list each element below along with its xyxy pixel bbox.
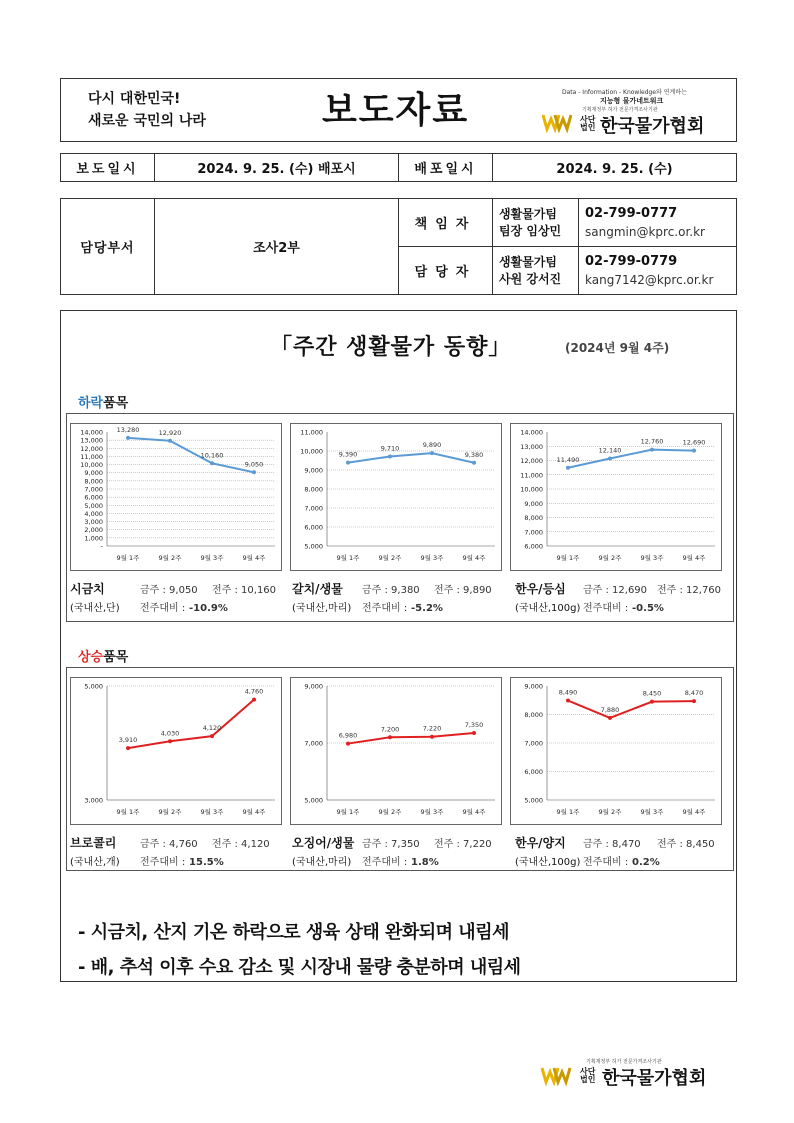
y-tick-label: 12,000 <box>520 457 543 465</box>
release-value-2: 2024. 9. 25. (수) <box>493 154 737 182</box>
x-tick-label: 9월 2주 <box>598 554 622 562</box>
y-tick-label: 6,000 <box>524 768 543 776</box>
item-name: 한우/양지 <box>515 836 566 850</box>
staff-team: 생활물가팀 <box>499 254 557 269</box>
org-logo-icon <box>542 111 572 133</box>
footer-org-small: 기획재정부 허가 전문가격조사기관 <box>586 1059 662 1065</box>
y-tick-label: 7,000 <box>84 485 103 494</box>
item-last-week: 전주 : 9,890 <box>434 585 492 596</box>
item-caption-beef-brisket <box>515 834 730 868</box>
data-label: 7,200 <box>380 725 400 734</box>
y-tick-label: 2,000 <box>84 526 103 535</box>
series-line <box>348 453 474 463</box>
item-last-week: 전주 : 4,120 <box>212 839 270 850</box>
report-subtitle: (2024년 9월 4주) <box>565 341 670 355</box>
rising-section-label <box>78 646 128 665</box>
data-point <box>210 461 214 465</box>
y-tick-label: 12,000 <box>80 444 103 453</box>
data-point <box>650 448 654 452</box>
y-tick-label: 9,000 <box>84 469 103 478</box>
item-change-label: 전주대비 : <box>362 603 408 614</box>
x-tick-label: 9월 1주 <box>336 554 360 562</box>
data-label: 9,380 <box>464 450 484 459</box>
data-label: 4,120 <box>202 724 222 733</box>
tagline-en: Data - Information - Knowledge와 연계하는 <box>562 89 687 96</box>
data-point <box>210 734 214 738</box>
series-line <box>128 700 254 748</box>
release-value-1: 2024. 9. 25. (수) 배포시 <box>155 154 399 182</box>
item-this-week: 금주 : 4,760 <box>140 839 198 850</box>
data-point <box>650 700 654 704</box>
org-name: 한국물가협회 <box>600 116 705 137</box>
x-tick-label: 9월 4주 <box>242 808 266 816</box>
data-point <box>608 716 612 720</box>
y-tick-label: 11,000 <box>300 428 323 437</box>
data-label: 9,710 <box>380 444 400 453</box>
staff-contact-cell <box>579 247 737 295</box>
x-tick-label: 9월 3주 <box>420 808 444 816</box>
chart-squid <box>290 677 502 825</box>
item-change: 0.2% <box>632 857 660 868</box>
data-label: 12,760 <box>640 437 664 446</box>
resp-team-cell <box>493 199 579 247</box>
item-this-week: 금주 : 8,470 <box>583 839 641 850</box>
item-origin: (국내산,100g) <box>515 857 581 868</box>
y-tick-label: 7,000 <box>304 739 323 748</box>
y-tick-label: 13,000 <box>80 436 103 445</box>
y-tick-label: 11,000 <box>520 471 543 480</box>
chart-svg <box>511 678 723 826</box>
x-tick-label: 9월 4주 <box>462 808 486 816</box>
footer-logo-icon <box>540 1064 572 1086</box>
falling-label-colored: 하락 <box>78 396 104 411</box>
data-point <box>126 746 130 750</box>
item-this-week: 금주 : 9,050 <box>140 585 198 596</box>
y-tick-label: 5,000 <box>84 682 103 691</box>
item-origin: (국내산,마리) <box>292 603 352 614</box>
item-change-label: 전주대비 : <box>362 857 408 868</box>
item-this-week: 금주 : 12,690 <box>583 585 648 596</box>
release-table <box>60 153 737 182</box>
item-change-label: 전주대비 : <box>583 857 629 868</box>
summary-line-2: - 배, 추석 이후 수요 감소 및 시장내 물량 충분하며 내림세 <box>78 957 521 978</box>
x-tick-label: 9월 4주 <box>462 554 486 562</box>
staff-phone: 02-799-0779 <box>585 253 678 269</box>
y-tick-label: 9,000 <box>524 499 543 508</box>
chart-beef-sirloin <box>510 423 722 571</box>
item-name: 브로콜리 <box>70 836 117 850</box>
chart-hairtail <box>290 423 502 571</box>
y-tick-label: 5,000 <box>304 796 323 805</box>
resp-label: 책임자 <box>399 199 493 247</box>
data-point <box>566 466 570 470</box>
y-tick-label: 14,000 <box>520 428 543 437</box>
chart-beef-brisket <box>510 677 722 825</box>
dept-label: 담당부서 <box>61 199 155 295</box>
y-tick-label: 5,000 <box>84 501 103 510</box>
data-label: 4,030 <box>160 729 180 738</box>
y-tick-label: 8,000 <box>84 477 103 486</box>
data-label: 4,760 <box>244 687 264 696</box>
data-point <box>388 455 392 459</box>
y-tick-label: 9,000 <box>304 682 323 691</box>
data-point <box>692 699 696 703</box>
data-point <box>168 439 172 443</box>
staff-name: 사원 강서진 <box>499 271 562 286</box>
chart-svg <box>71 424 283 572</box>
y-tick-label: 9,000 <box>304 466 323 475</box>
item-last-week: 전주 : 10,160 <box>212 585 277 596</box>
y-tick-label: 5,000 <box>304 542 323 551</box>
item-this-week: 금주 : 7,350 <box>362 839 420 850</box>
doc-type-title: 보도자료 <box>322 90 470 131</box>
y-tick-label: 7,000 <box>304 504 323 513</box>
resp-email[interactable]: sangmin@kprc.or.kr <box>585 224 705 239</box>
footer-org-prefix: 사단법인 <box>580 1067 596 1084</box>
item-change: 15.5% <box>189 857 224 868</box>
contact-table <box>60 198 737 295</box>
x-tick-label: 9월 1주 <box>336 808 360 816</box>
resp-team: 생활물가팀 <box>499 206 557 221</box>
data-label: 11,490 <box>556 455 580 464</box>
item-caption-beef-sirloin <box>515 580 730 614</box>
item-last-week: 전주 : 7,220 <box>434 839 492 850</box>
release-label-1: 보도일시 <box>61 154 155 182</box>
data-point <box>608 457 612 461</box>
x-tick-label: 9월 3주 <box>200 808 224 816</box>
item-change-label: 전주대비 : <box>583 603 629 614</box>
item-origin: (국내산,100g) <box>515 603 581 614</box>
footer-org-name: 한국물가협회 <box>602 1068 707 1089</box>
data-label: 13,280 <box>116 425 140 434</box>
data-label: 7,880 <box>600 705 620 714</box>
resp-name: 팀장 임상민 <box>499 223 562 238</box>
data-label: 8,450 <box>642 689 662 698</box>
dept-value: 조사2부 <box>155 199 399 295</box>
resp-contact-cell <box>579 199 737 247</box>
x-tick-label: 9월 3주 <box>200 554 224 562</box>
data-point <box>472 731 476 735</box>
data-point <box>388 735 392 739</box>
item-change: -10.9% <box>189 603 228 614</box>
data-point <box>126 436 130 440</box>
report-box <box>60 310 737 982</box>
resp-phone: 02-799-0777 <box>585 205 678 221</box>
data-label: 10,160 <box>200 451 224 460</box>
data-label: 8,470 <box>684 689 704 698</box>
item-origin: (국내산,단) <box>70 603 120 614</box>
x-tick-label: 9월 2주 <box>378 554 402 562</box>
item-change-label: 전주대비 : <box>140 857 186 868</box>
data-label: 7,220 <box>422 724 442 733</box>
staff-label: 담당자 <box>399 247 493 295</box>
staff-team-cell <box>493 247 579 295</box>
data-label: 9,390 <box>338 450 358 459</box>
data-label: 3,910 <box>118 736 138 745</box>
data-label: 12,690 <box>682 438 706 447</box>
x-tick-label: 9월 1주 <box>116 554 140 562</box>
y-tick-label: 7,000 <box>524 528 543 537</box>
y-tick-label: - <box>100 542 103 551</box>
rising-label-rest: 품목 <box>103 650 129 665</box>
y-tick-label: 10,000 <box>300 447 323 456</box>
chart-svg <box>71 678 283 826</box>
y-tick-label: 14,000 <box>80 428 103 437</box>
data-point <box>430 735 434 739</box>
data-label: 8,490 <box>558 688 578 697</box>
report-title: 「주간 생활물가 동향」 <box>270 335 512 360</box>
data-label: 12,140 <box>598 446 622 455</box>
item-change: 1.8% <box>411 857 439 868</box>
item-change-label: 전주대비 : <box>140 603 186 614</box>
data-point <box>346 461 350 465</box>
slogan-line2: 새로운 국민의 나라 <box>88 113 206 129</box>
chart-broccoli <box>70 677 282 825</box>
item-change: -0.5% <box>632 603 664 614</box>
item-name: 한우/등심 <box>515 582 566 596</box>
chart-spinach <box>70 423 282 571</box>
data-label: 7,350 <box>464 721 484 730</box>
falling-label-rest: 품목 <box>103 396 129 411</box>
x-tick-label: 9월 1주 <box>556 554 580 562</box>
item-origin: (국내산,개) <box>70 857 120 868</box>
x-tick-label: 9월 4주 <box>682 554 706 562</box>
y-tick-label: 8,000 <box>524 711 543 719</box>
data-point <box>472 461 476 465</box>
y-tick-label: 8,000 <box>304 485 323 494</box>
series-line <box>568 701 694 718</box>
x-tick-label: 9월 2주 <box>158 554 182 562</box>
item-name: 시금치 <box>70 582 105 596</box>
slogan-line1: 다시 대한민국! <box>88 91 181 107</box>
item-caption-squid <box>292 834 507 868</box>
item-name: 갈치/생물 <box>292 582 343 596</box>
item-origin: (국내산,마리) <box>292 857 352 868</box>
item-caption-hairtail <box>292 580 507 614</box>
item-last-week: 전주 : 8,450 <box>657 839 715 850</box>
data-point <box>430 451 434 455</box>
y-tick-label: 1,000 <box>84 534 103 543</box>
data-label: 9,050 <box>244 460 264 469</box>
data-label: 6,980 <box>338 731 358 740</box>
staff-email[interactable]: kang7142@kprc.or.kr <box>585 272 714 287</box>
data-point <box>692 449 696 453</box>
y-tick-label: 4,000 <box>84 509 103 518</box>
tagline-ko: 지능형 물가네트워크 <box>600 97 664 105</box>
y-tick-label: 9,000 <box>524 682 543 691</box>
release-label-2: 배포일시 <box>399 154 493 182</box>
data-point <box>346 742 350 746</box>
y-tick-label: 10,000 <box>80 461 103 470</box>
series-line <box>128 438 254 472</box>
x-tick-label: 9월 1주 <box>556 808 580 816</box>
y-tick-label: 5,000 <box>524 796 543 805</box>
slogan <box>88 88 206 132</box>
item-this-week: 금주 : 9,380 <box>362 585 420 596</box>
data-point <box>252 470 256 474</box>
item-caption-spinach <box>70 580 285 614</box>
chart-svg <box>291 424 503 572</box>
series-line <box>348 733 474 744</box>
y-tick-label: 13,000 <box>520 442 543 451</box>
org-logo <box>542 106 732 137</box>
data-point <box>566 699 570 703</box>
x-tick-label: 9월 4주 <box>242 554 266 562</box>
x-tick-label: 9월 2주 <box>158 808 182 816</box>
y-tick-label: 6,000 <box>84 493 103 502</box>
falling-section-label <box>78 392 128 411</box>
y-tick-label: 11,000 <box>80 452 103 461</box>
item-change: -5.2% <box>411 603 443 614</box>
data-point <box>168 739 172 743</box>
y-tick-label: 8,000 <box>524 514 543 522</box>
y-tick-label: 3,000 <box>84 796 103 805</box>
footer-logo <box>540 1058 740 1090</box>
y-tick-label: 6,000 <box>304 523 323 532</box>
x-tick-label: 9월 3주 <box>420 554 444 562</box>
y-tick-label: 3,000 <box>84 518 103 527</box>
x-tick-label: 9월 1주 <box>116 808 140 816</box>
item-last-week: 전주 : 12,760 <box>657 585 722 596</box>
x-tick-label: 9월 2주 <box>598 808 622 816</box>
y-tick-label: 7,000 <box>524 739 543 748</box>
chart-svg <box>291 678 503 826</box>
rising-label-colored: 상승 <box>78 650 104 665</box>
x-tick-label: 9월 4주 <box>682 808 706 816</box>
item-name: 오징어/생물 <box>292 836 355 850</box>
org-prefix: 사단법인 <box>580 115 596 132</box>
series-line <box>568 450 694 468</box>
org-small-text: 기획재정부 허가 전문가격조사기관 <box>582 107 658 113</box>
x-tick-label: 9월 2주 <box>378 808 402 816</box>
item-caption-broccoli <box>70 834 285 868</box>
chart-svg <box>511 424 723 572</box>
y-tick-label: 10,000 <box>520 485 543 494</box>
data-label: 9,890 <box>422 441 442 450</box>
data-label: 12,920 <box>158 428 182 437</box>
y-tick-label: 6,000 <box>524 542 543 551</box>
summary-line-1: - 시금치, 산지 기온 하락으로 생육 상태 완화되며 내림세 <box>78 922 509 943</box>
x-tick-label: 9월 3주 <box>640 808 664 816</box>
data-point <box>252 698 256 702</box>
x-tick-label: 9월 3주 <box>640 554 664 562</box>
